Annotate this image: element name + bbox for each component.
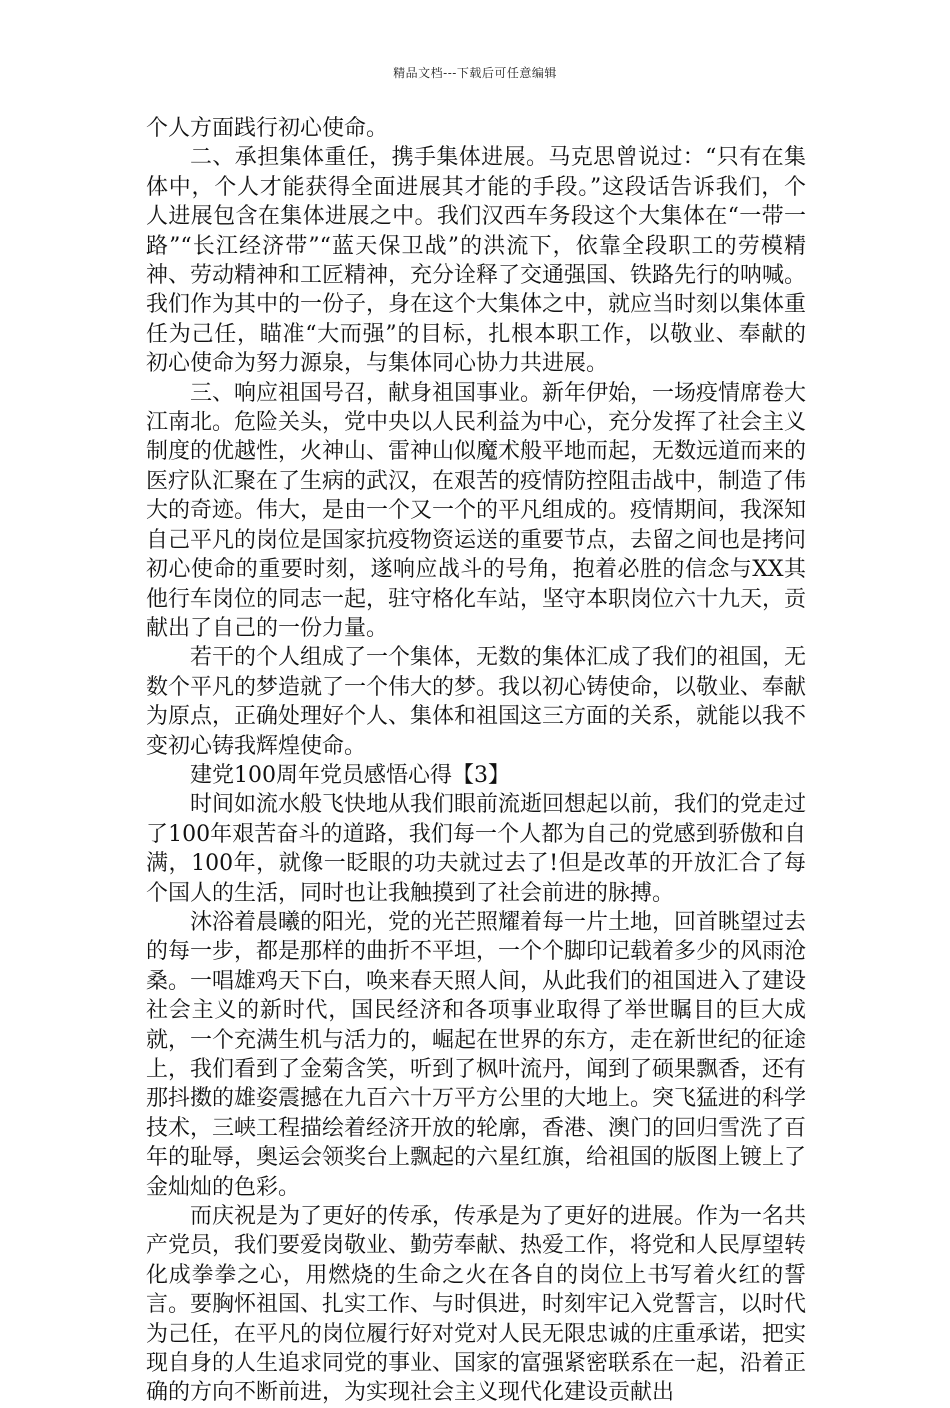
paragraph-3: 三、响应祖国号召，献身祖国事业。新年伊始，一场疫情席卷大江南北。危险关头，党中央以人民利益为中心，充分发挥了社会主义制度的优越性，火神山、雷神山似魔术般平地而起，无数远道而来的医疗队汇聚在了生病的武汉，在艰苦的疫情防控阻击战中，制造了伟大的奇迹。伟大，是由一个又一个的平凡组成的。疫情期间，我深知自己平凡的岗位是国家抗疫物资运送的重要节点，去留之间也是拷问初心使命的重要时刻，遂响应战斗的号角，抱着必胜的信念与XX其他行车岗位的同志一起，驻守格化车站，坚守本职岗位六十九天，贡献出了自己的一份力量。 xyxy=(146,380,807,641)
paragraph-2: 二、承担集体重任，携手集体进展。马克思曾说过：“只有在集体中，个人才能获得全面进展其才能的手段。”这段话告诉我们，个人进展包含在集体进展之中。我们汉西车务段这个大集体在“一带一路”“长江经济带”“蓝天保卫战”的洪流下，依靠全段职工的劳模精神、劳动精神和工匠精神，充分诠释了交通强国、铁路先行的呐喊。我们作为其中的一份子，身在这个大集体之中，就应当时刻以集体重任为己任，瞄准“大而强”的目标，扎根本职工作，以敬业、奉献的初心使命为努力源泉，与集体同心协力共进展。 xyxy=(146,145,807,377)
paragraph-7: 而庆祝是为了更好的传承，传承是为了更好的进展。作为一名共产党员，我们要爱岗敬业、勤劳奉献、热爱工作，将党和人民厚望转化成拳拳之心，用燃烧的生命之火在各自的岗位上书写着火红的誓言。要胸怀祖国、扎实工作、与时俱进，时刻牢记入党誓言，以时代为己任，在平凡的岗位履行好对党对人民无限忠诚的庄重承诺，把实现自身的人生追求同党的事业、国家的富强紧密联系在一起，沿着正确的方向不断前进，为实现社会主义现代化建设贡献出 xyxy=(146,1204,807,1406)
paragraph-4: 若干的个人组成了一个集体，无数的集体汇成了我们的祖国，无数个平凡的梦造就了一个伟大的梦。我以初心铸使命，以敬业、奉献为原点，正确处理好个人、集体和祖国这三方面的关系，就能以我不变初心铸我辉煌使命。 xyxy=(146,645,807,759)
paragraph-6: 沐浴着晨曦的阳光，党的光芒照耀着每一片土地，回首眺望过去的每一步，都是那样的曲折不平坦，一个个脚印记载着多少的风雨沧桑。一唱雄鸡天下白，唤来春天照人间，从此我们的祖国进入了建设社会主义的新时代，国民经济和各项事业取得了举世瞩目的巨大成就，一个充满生机与活力的，崛起在世界的东方，走在新世纪的征途上，我们看到了金菊含笑，听到了枫叶流丹，闻到了硕果飘香，还有那抖擞的雄姿震撼在九百六十万平方公里的大地上。突飞猛进的科学技术，三峡工程描绘着经济开放的轮廓，香港、澳门的回归雪洗了百年的耻辱，奥运会领奖台上飘起的六星红旗，给祖国的版图上镀上了金灿灿的色彩。 xyxy=(146,909,807,1200)
paragraph-1: 个人方面践行初心使命。 xyxy=(146,116,389,141)
document-body xyxy=(146,114,806,1408)
page-header: 精品文档---下载后可任意编辑 xyxy=(393,66,557,80)
section-heading: 建党100周年党员感悟心得【3】 xyxy=(190,762,510,788)
paragraph-5: 时间如流水般飞快地从我们眼前流逝回想起以前，我们的党走过了100年艰苦奋斗的道路，我们每一个人都为自己的党感到骄傲和自满，100年，就像一眨眼的功夫就过去了!但是改革的开放汇合了每个国人的生活，同时也让我触摸到了社会前进的脉搏。 xyxy=(146,792,807,906)
